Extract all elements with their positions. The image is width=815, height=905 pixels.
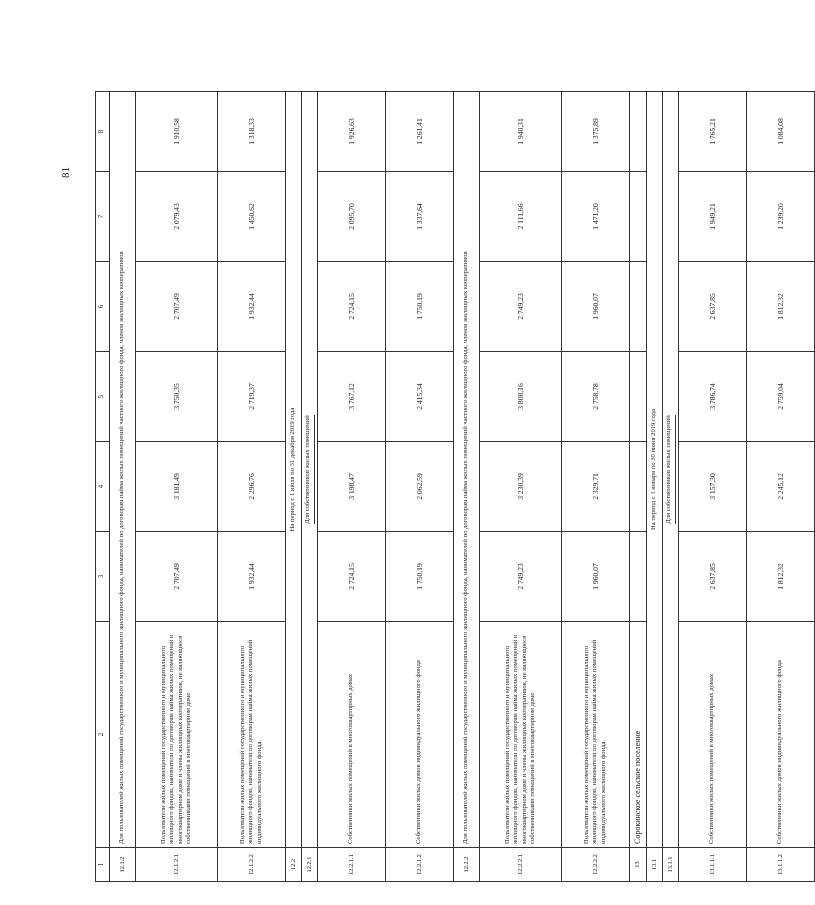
- span-heading: [110, 92, 136, 848]
- span-heading: [454, 92, 480, 848]
- value-cell: 2 245,12: [747, 442, 815, 532]
- value-cell: 3 181,49: [136, 442, 218, 532]
- header-cell: 6: [96, 262, 110, 352]
- value-cell: 2 095,70: [318, 172, 386, 262]
- table-row: [630, 92, 647, 882]
- empty-cell: [630, 92, 647, 172]
- table-row: [480, 92, 562, 882]
- value-cell: 1 750,19: [386, 262, 454, 352]
- value-cell: 1 375,89: [562, 92, 630, 172]
- row-code: 13.1.1.2: [747, 848, 815, 882]
- header-cell: 5: [96, 352, 110, 442]
- header-cell: 2: [96, 622, 110, 848]
- row-code: 13.1.1: [663, 848, 679, 882]
- value-cell: 1 940,31: [480, 92, 562, 172]
- value-cell: 3 157,30: [679, 442, 747, 532]
- value-cell: 3 786,74: [679, 352, 747, 442]
- span-heading-text: На период с 1 июля по 31 декабря 2019 года: [289, 407, 297, 532]
- page-number: 81: [60, 167, 72, 178]
- table-row: [386, 92, 454, 882]
- value-cell: 1 812,32: [747, 532, 815, 622]
- row-code: 13.1: [647, 848, 663, 882]
- header-cell: 4: [96, 442, 110, 532]
- value-cell: 3 767,12: [318, 352, 386, 442]
- header-cell: 3: [96, 532, 110, 622]
- row-code: 12.2.1: [302, 848, 318, 882]
- section-title: Сорокинское сельское поселение: [630, 622, 647, 848]
- value-cell: 1 926,63: [318, 92, 386, 172]
- span-heading-text: Для пользователей жилых помещений государственного и муниципального жилищного фонда, нанимателей по договорам найма жилых помещений частного жилищного фонда, членов жилищных кооперативов: [118, 251, 126, 844]
- header-row: [96, 92, 110, 882]
- value-cell: 1 932,44: [218, 532, 286, 622]
- row-code: 12.2.1.2: [386, 848, 454, 882]
- table-row: [136, 92, 218, 882]
- row-label: Собственники жилых домов индивидуального жилищного фонда: [386, 622, 454, 848]
- table-row: [454, 92, 480, 882]
- empty-cell: [630, 262, 647, 352]
- value-cell: 2 707,49: [136, 532, 218, 622]
- table-row: [286, 92, 302, 882]
- row-label: Пользователи жилых помещений государственного и муниципального жилищного фондов, наниматели по договорам найма жилых помещений индивидуального жилищного фонда: [218, 622, 286, 848]
- table-row: [218, 92, 286, 882]
- value-cell: 2 724,15: [318, 262, 386, 352]
- value-cell: 2 759,04: [747, 352, 815, 442]
- row-code: 12.2.2.1: [480, 848, 562, 882]
- row-code: 12.1.2: [110, 848, 136, 882]
- value-cell: 1 910,58: [136, 92, 218, 172]
- header-cell: 1: [96, 848, 110, 882]
- row-label: Пользователи жилых помещений государственного и муниципального жилищного фондов, наниматели по договорам найма жилых помещений в многоквартирном доме и члены жилищных кооперативов, не являющиеся собственниками помещений в многоквартирном доме: [480, 622, 562, 848]
- span-heading-text: Для пользователей жилых помещений государственного и муниципального жилищного фонда, нанимателей по договорам найма жилых помещений частного жилищного фонда, членов жилищных кооперативов: [462, 251, 470, 844]
- header-cell: 8: [96, 92, 110, 172]
- value-cell: 1 812,32: [747, 262, 815, 352]
- empty-cell: [630, 172, 647, 262]
- value-cell: 1 750,19: [386, 532, 454, 622]
- row-code: 13.1.1.1: [679, 848, 747, 882]
- value-cell: 2 079,43: [136, 172, 218, 262]
- span-heading: [647, 92, 663, 848]
- span-heading: [302, 92, 318, 848]
- value-cell: 2 111,66: [480, 172, 562, 262]
- table-row: [647, 92, 663, 882]
- value-cell: 1 471,20: [562, 172, 630, 262]
- value-cell: 2 749,23: [480, 262, 562, 352]
- span-heading-text: Для собственников жилых помещений: [665, 415, 675, 524]
- value-cell: 1 318,33: [218, 92, 286, 172]
- value-cell: 1 960,07: [562, 532, 630, 622]
- value-cell: 1 960,07: [562, 262, 630, 352]
- table-body: [96, 92, 815, 882]
- value-cell: 1 337,64: [386, 172, 454, 262]
- value-cell: 2 637,85: [679, 262, 747, 352]
- span-heading-text: Для собственников жилых помещений: [304, 415, 314, 524]
- row-label: Пользователи жилых помещений государственного и муниципального жилищного фондов, наниматели по договорам найма жилых помещений индивидуального жилищного фонда: [562, 622, 630, 848]
- value-cell: 2 415,34: [386, 352, 454, 442]
- value-cell: 3 230,39: [480, 442, 562, 532]
- row-label: Пользователи жилых помещений государственного и муниципального жилищного фондов, наниматели по договорам найма жилых помещений в многоквартирном доме и члены жилищных кооперативов, не являющиеся собственниками помещений в многоквартирном доме: [136, 622, 218, 848]
- value-cell: 3 750,35: [136, 352, 218, 442]
- header-cell: 7: [96, 172, 110, 262]
- table-row: [747, 92, 815, 882]
- value-cell: 2 707,49: [136, 262, 218, 352]
- table-row: [110, 92, 136, 882]
- value-cell: 1 084,08: [747, 92, 815, 172]
- value-cell: 2 758,78: [562, 352, 630, 442]
- value-cell: 2 296,76: [218, 442, 286, 532]
- value-cell: 1 949,21: [679, 172, 747, 262]
- row-code: 12.1.2.1: [136, 848, 218, 882]
- row-code: 12.2.1.1: [318, 848, 386, 882]
- value-cell: 1 450,62: [218, 172, 286, 262]
- value-cell: 1 239,20: [747, 172, 815, 262]
- empty-cell: [630, 352, 647, 442]
- value-cell: 1 765,21: [679, 92, 747, 172]
- value-cell: 2 749,23: [480, 532, 562, 622]
- value-cell: 3 808,16: [480, 352, 562, 442]
- value-cell: 1 932,44: [218, 262, 286, 352]
- table-row: [679, 92, 747, 882]
- row-label: Собственники жилых домов индивидуального жилищного фонда: [747, 622, 815, 848]
- row-code: 12.2.2.2: [562, 848, 630, 882]
- row-code: 12.2: [286, 848, 302, 882]
- span-heading-text: На период с 1 января по 30 июня 2019 года: [650, 409, 658, 530]
- value-cell: 1 261,41: [386, 92, 454, 172]
- table-row: [663, 92, 679, 882]
- value-cell: 2 062,59: [386, 442, 454, 532]
- value-cell: 3 198,47: [318, 442, 386, 532]
- row-label: Собственники жилых помещений в многоквартирных домах: [318, 622, 386, 848]
- row-code: 12.1.2.2: [218, 848, 286, 882]
- tariff-table: [95, 91, 815, 882]
- span-heading: [286, 92, 302, 848]
- value-cell: 2 719,37: [218, 352, 286, 442]
- value-cell: 2 637,85: [679, 532, 747, 622]
- row-code: 12.2.2: [454, 848, 480, 882]
- row-code: 13: [630, 848, 647, 882]
- row-label: Собственники жилых помещений в многоквартирных домах: [679, 622, 747, 848]
- table-row: [302, 92, 318, 882]
- tariff-table-rotated: [95, 92, 785, 882]
- empty-cell: [630, 442, 647, 532]
- value-cell: 2 329,71: [562, 442, 630, 532]
- span-heading: [663, 92, 679, 848]
- empty-cell: [630, 532, 647, 622]
- table-row: [562, 92, 630, 882]
- value-cell: 2 724,15: [318, 532, 386, 622]
- table-row: [318, 92, 386, 882]
